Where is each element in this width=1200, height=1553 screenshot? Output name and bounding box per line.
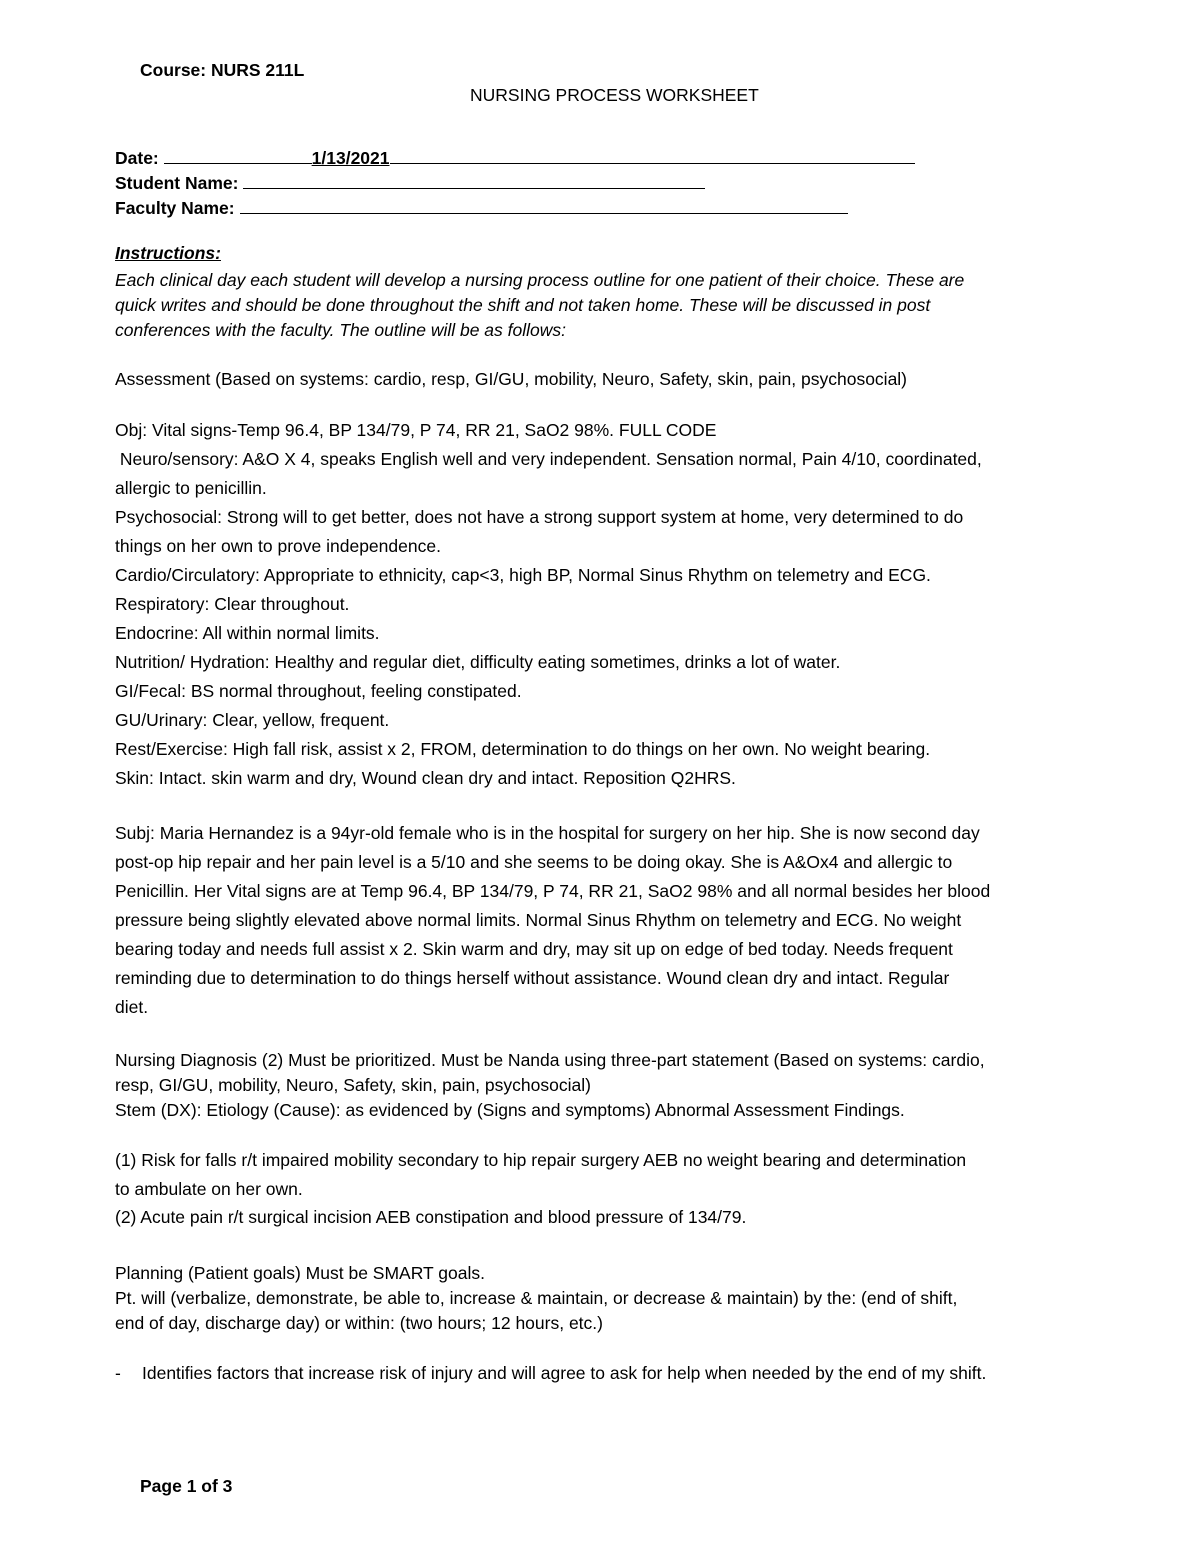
student-name-underline bbox=[243, 170, 705, 189]
objective-line: Cardio/Circulatory: Appropriate to ethnicity, cap<3, high BP, Normal Sinus Rhythm on telemetry and ECG. bbox=[115, 565, 931, 585]
course-label: Course: NURS 211L bbox=[140, 60, 305, 80]
subjective-line: diet. bbox=[115, 997, 149, 1017]
subjective-line: Subj: Maria Hernandez is a 94yr-old female who is in the hospital for surgery on her hip. She is now second day bbox=[115, 823, 980, 843]
instructions-heading: Instructions: bbox=[115, 243, 221, 263]
faculty-name-underline bbox=[240, 195, 848, 214]
subjective-line: bearing today and needs full assist x 2. Skin warm and dry, may sit up on edge of bed today. Needs frequent bbox=[115, 939, 953, 959]
objective-line: GI/Fecal: BS normal throughout, feeling constipated. bbox=[115, 681, 522, 701]
objective-line: Neuro/sensory: A&O X 4, speaks English well and very independent. Sensation normal, Pain 4/10, coordinated, bbox=[115, 449, 982, 469]
diagnosis-line: Nursing Diagnosis (2) Must be prioritized. Must be Nanda using three-part statement (Based on systems: cardio, bbox=[115, 1050, 985, 1070]
subjective-line: pressure being slightly elevated above normal limits. Normal Sinus Rhythm on telemetry and ECG. No weight bbox=[115, 910, 962, 930]
student-name-label: Student Name: bbox=[115, 173, 239, 193]
planning-line: Planning (Patient goals) Must be SMART goals. bbox=[115, 1263, 485, 1283]
diagnosis-statement: (1) Risk for falls r/t impaired mobility secondary to hip repair surgery AEB no weight bearing and determination bbox=[115, 1150, 967, 1170]
bullet-marker: - bbox=[115, 1363, 121, 1383]
instructions-line: conferences with the faculty. The outline will be as follows: bbox=[115, 320, 567, 340]
objective-line: Skin: Intact. skin warm and dry, Wound clean dry and intact. Reposition Q2HRS. bbox=[115, 768, 736, 788]
subjective-line: post-op hip repair and her pain level is a 5/10 and she seems to be doing okay. She is A&Ox4 and allergic to bbox=[115, 852, 953, 872]
planning-line: Pt. will (verbalize, demonstrate, be able to, increase & maintain, or decrease & maintain) by the: (end of shift, bbox=[115, 1288, 958, 1308]
objective-line: Nutrition/ Hydration: Healthy and regular diet, difficulty eating sometimes, drinks a lot of water. bbox=[115, 652, 841, 672]
subjective-line: reminding due to determination to do things herself without assistance. Wound clean dry and intact. Regular bbox=[115, 968, 950, 988]
page-number: Page 1 of 3 bbox=[140, 1476, 233, 1496]
objective-line: GU/Urinary: Clear, yellow, frequent. bbox=[115, 710, 390, 730]
date-value: 1/13/2021 bbox=[311, 148, 390, 168]
planning-line: end of day, discharge day) or within: (two hours; 12 hours, etc.) bbox=[115, 1313, 603, 1333]
planning-goal-item bbox=[115, 1363, 986, 1384]
diagnosis-statement: (2) Acute pain r/t surgical incision AEB constipation and blood pressure of 134/79. bbox=[115, 1207, 747, 1227]
planning-goal-text: Identifies factors that increase risk of injury and will agree to ask for help when needed by the end of my shift. bbox=[142, 1363, 987, 1383]
date-label: Date: bbox=[115, 148, 159, 168]
date-underline-left bbox=[164, 145, 312, 164]
objective-line: allergic to penicillin. bbox=[115, 478, 267, 498]
objective-line: Psychosocial: Strong will to get better, does not have a strong support system at home, very determined to do bbox=[115, 507, 964, 527]
diagnosis-line: resp, GI/GU, mobility, Neuro, Safety, skin, pain, psychosocial) bbox=[115, 1075, 591, 1095]
instructions-line: Each clinical day each student will develop a nursing process outline for one patient of their choice. These are bbox=[115, 270, 965, 290]
date-underline-right bbox=[390, 145, 915, 164]
faculty-name-label: Faculty Name: bbox=[115, 198, 235, 218]
faculty-name-field bbox=[115, 195, 848, 219]
assessment-heading: Assessment (Based on systems: cardio, resp, GI/GU, mobility, Neuro, Safety, skin, pain, psychosocial) bbox=[115, 369, 908, 389]
instructions-line: quick writes and should be done throughout the shift and not taken home. These will be discussed in post bbox=[115, 295, 931, 315]
student-name-field bbox=[115, 170, 705, 194]
subjective-line: Penicillin. Her Vital signs are at Temp 96.4, BP 134/79, P 74, RR 21, SaO2 98% and all normal besides her blood bbox=[115, 881, 991, 901]
objective-line: Obj: Vital signs-Temp 96.4, BP 134/79, P 74, RR 21, SaO2 98%. FULL CODE bbox=[115, 420, 717, 440]
diagnosis-statement: to ambulate on her own. bbox=[115, 1179, 303, 1199]
objective-line: things on her own to prove independence. bbox=[115, 536, 441, 556]
date-field bbox=[115, 145, 915, 169]
diagnosis-line: Stem (DX): Etiology (Cause): as evidenced by (Signs and symptoms) Abnormal Assessment Findings. bbox=[115, 1100, 905, 1120]
objective-line: Respiratory: Clear throughout. bbox=[115, 594, 350, 614]
page-title: NURSING PROCESS WORKSHEET bbox=[470, 85, 759, 105]
objective-line: Endocrine: All within normal limits. bbox=[115, 623, 380, 643]
objective-line: Rest/Exercise: High fall risk, assist x 2, FROM, determination to do things on her own. No weight bearing. bbox=[115, 739, 931, 759]
